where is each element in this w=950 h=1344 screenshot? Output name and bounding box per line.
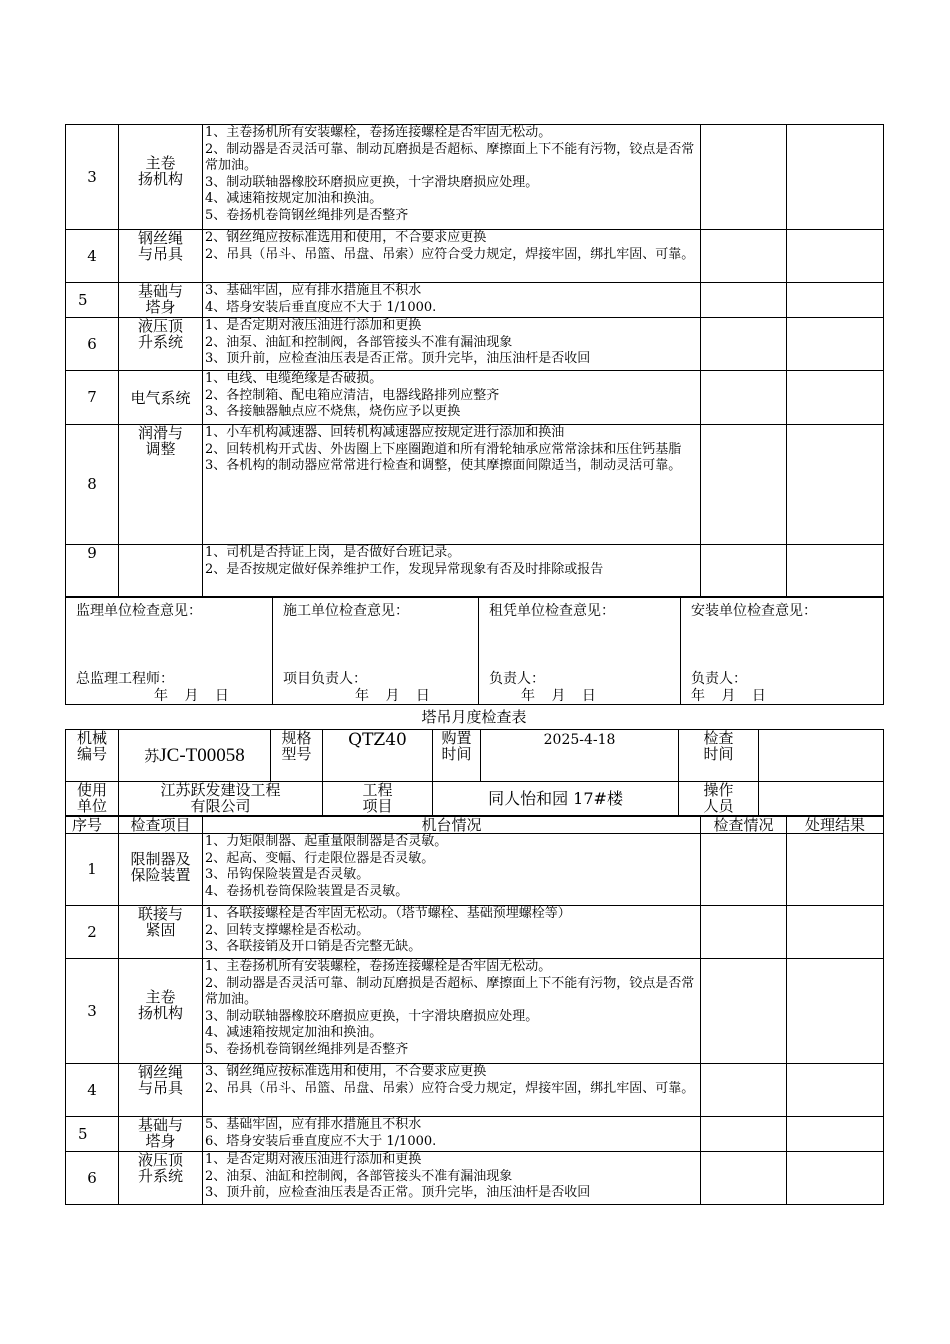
row-number: 8 [66,425,119,545]
unit-label [66,782,119,816]
machine-condition-items [203,959,701,1064]
table-row [66,1064,884,1117]
table-row [66,425,884,545]
check-item-name [119,959,203,1064]
condition-item: 3、各联接销及开口销是否完整无缺。 [205,939,422,954]
handling-result-cell[interactable] [787,283,884,318]
purchase-label [433,730,481,782]
inspection-result-cell[interactable] [701,125,787,230]
condition-item: 1、各联接螺栓是否牢固无松动。（塔节螺栓、基础预埋螺栓等） [205,906,571,921]
handling-result-cell[interactable] [787,906,884,959]
row-number: 3 [66,125,119,230]
inspection-result-cell[interactable] [701,1064,787,1117]
check-item-name [119,1117,203,1152]
operator-label [679,782,759,816]
check-item-name-line: 与吊具 [137,245,183,263]
condition-item: 2、钢丝绳应按标准选用和使用，不合要求应更换 [205,230,487,245]
row-number: 2 [66,906,119,959]
inspection-result-cell[interactable] [701,906,787,959]
column-header-item: 检查项目 [119,817,203,834]
check-item-name-line: 主卷 [145,988,176,1006]
handling-result-cell[interactable] [787,834,884,906]
check-item-name-line: 塔身 [145,298,176,316]
machine-condition-items [203,1152,701,1205]
check-item-name [119,230,203,283]
handling-result-cell[interactable] [787,545,884,597]
check-item-name-line: 钢丝绳 [137,229,183,247]
condition-item: 1、小车机构减速器、回转机构减速器应按规定进行添加和换油 [205,425,565,440]
opinion-cell[interactable] [66,598,273,705]
condition-item: 3、钢丝绳应按标准选用和使用，不合要求应更换 [205,1064,487,1079]
table-row [66,230,884,283]
check-item-name-line: 升系统 [137,333,183,351]
form-title: 塔吊月度检查表 [421,708,527,726]
multiline-label: 江苏跃发建设工程 有限公司 [160,781,281,815]
column-header-condition: 机台情况 [203,817,701,834]
check-item-name [119,545,203,597]
signer-label: 总监理工程师： [76,671,174,687]
operator-value[interactable] [759,782,884,816]
check-item-name-line: 主卷 [145,154,176,172]
check-item-name-line: 联接与 [137,905,183,923]
inspection-result-cell[interactable] [701,230,787,283]
condition-item: 5、卷扬机卷筒钢丝绳排列是否整齐 [205,207,409,223]
check-item-name-line: 限制器及 [130,850,191,868]
row-number: 4 [66,1064,119,1117]
check-item-name [119,1152,203,1205]
check-item-name-line: 紧固 [145,921,176,939]
condition-item: 5、卷扬机卷筒钢丝绳排列是否整齐 [205,1041,409,1057]
check-item-name-line: 基础与 [137,1116,183,1134]
project-value: 同人怡和园 17#楼 [433,782,679,816]
machine-condition-items [203,318,701,371]
signer-label: 负责人： [489,671,545,687]
check-item-name-line: 调整 [145,440,176,458]
spec-value: QTZ40 [323,730,433,782]
date-label: 年 月 日 [355,688,430,704]
condition-item: 1、是否定期对液压油进行添加和更换 [205,1152,422,1167]
handling-result-cell[interactable] [787,230,884,283]
condition-item: 1、电线、电缆绝缘是否破损。 [205,371,383,386]
inspection-result-cell[interactable] [701,834,787,906]
opinion-table [65,597,884,705]
handling-result-cell[interactable] [787,318,884,371]
check-item-name-line: 扬机构 [137,1004,183,1022]
machine-condition-items [203,1117,701,1152]
condition-item: 4、塔身安装后垂直度应不大于 1/1000. [205,299,437,315]
condition-item: 3、制动联轴器橡胶环磨损应更换，十字滑块磨损应处理。 [205,1008,539,1024]
check-item-name-line: 润滑与 [137,424,183,442]
signer-label: 负责人： [691,671,747,687]
check-item-name-line: 液压顶 [137,317,183,335]
opinion-label: 监理单位检查意见： [76,603,202,619]
inspection-result-cell[interactable] [701,283,787,318]
inspect-time-value[interactable] [759,730,884,782]
check-item-name-line: 电气系统 [130,388,191,407]
check-item-name [119,425,203,545]
condition-item: 2、吊具（吊斗、吊篮、吊盘、吊索）应符合受力规定，焊接牢固，绑扎牢固、可靠。 [205,246,695,262]
inspection-result-cell[interactable] [701,371,787,425]
condition-item: 3、制动联轴器橡胶环磨损应更换，十字滑块磨损应处理。 [205,174,539,190]
opinion-label: 施工单位检查意见： [283,603,409,619]
check-item-name-line: 扬机构 [137,170,183,188]
opinion-cell[interactable] [273,598,479,705]
condition-item: 1、主卷扬机所有安装螺栓，卷扬连接螺栓是否牢固无松动。 [205,125,552,140]
handling-result-cell[interactable] [787,1152,884,1205]
condition-item: 2、各控制箱、配电箱应清洁，电器线路排列应整齐 [205,387,500,403]
multiline-label: 操作 人员 [703,781,734,815]
table-row [66,545,884,597]
inspection-result-cell[interactable] [701,1152,787,1205]
machine-condition-items [203,906,701,959]
condition-item: 2、吊具（吊斗、吊篮、吊盘、吊索）应符合受力规定，焊接牢固，绑扎牢固、可靠。 [205,1080,695,1096]
check-item-name [119,906,203,959]
inspect-time-label [679,730,759,782]
check-item-name-line: 基础与 [137,282,183,300]
machine-condition-items [203,125,701,230]
condition-item: 1、是否定期对液压油进行添加和更换 [205,318,422,333]
table-row [66,959,884,1064]
multiline-label: 使用 单位 [76,781,107,815]
column-header-inspection: 检查情况 [701,817,787,834]
check-item-name [119,834,203,906]
condition-item: 3、顶升前，应检查油压表是否正常。顶升完毕，油压油杆是否收回 [205,351,591,366]
check-item-name-line: 升系统 [137,1167,183,1185]
table-row [66,318,884,371]
condition-item: 2、制动器是否灵活可靠、制动瓦磨损是否超标、摩擦面上下不能有污物，铰点是否常常加油。 [205,975,695,1007]
condition-item: 4、卷扬机卷筒保险装置是否灵敏。 [205,883,409,899]
condition-item: 4、减速箱按规定加油和换油。 [205,191,383,206]
table-row [66,283,884,318]
handling-result-cell[interactable] [787,125,884,230]
inspection-result-cell[interactable] [701,959,787,1064]
multiline-label: 规格 型号 [281,729,312,763]
signer-label: 项目负责人： [283,671,367,687]
machine-condition-items [203,425,701,545]
row-number: 3 [66,959,119,1064]
opinion-label: 租凭单位检查意见： [489,603,615,619]
check-item-name [119,125,203,230]
row-number: 1 [66,834,119,906]
row-number: 6 [66,1152,119,1205]
check-item-name [119,318,203,371]
unit-value [119,782,323,816]
multiline-label: 检查 时间 [703,729,734,763]
inspection-result-cell[interactable] [701,1117,787,1152]
condition-item: 1、力矩限制器、起重量限制器是否灵敏。 [205,834,448,849]
opinion-cell[interactable] [479,598,681,705]
table-row [66,371,884,425]
inspection-result-cell[interactable] [701,318,787,371]
table-row [66,906,884,959]
table-row [66,834,884,906]
upper-inspection-table [65,124,884,597]
condition-item: 3、基础牢固，应有排水措施且不积水 [205,283,422,298]
condition-item: 3、各接触器触点应不烧焦，烧伤应予以更换 [205,404,461,419]
row-number: 5 [66,283,119,318]
handling-result-cell[interactable] [787,425,884,545]
multiline-label: 购置 时间 [441,729,472,763]
table-row [66,1152,884,1205]
check-item-name-line: 保险装置 [130,866,191,884]
condition-item: 2、油泵、油缸和控制阀，各部管接头不准有漏油现象 [205,334,513,350]
machine-condition-items [203,545,701,597]
machine-condition-items [203,230,701,283]
project-label [323,782,433,816]
table-row [66,1117,884,1152]
machine-condition-items [203,834,701,906]
check-item-name [119,1064,203,1117]
condition-item: 2、油泵、油缸和控制阀，各部管接头不准有漏油现象 [205,1168,513,1184]
date-label: 年 月 日 [521,688,596,704]
inspection-result-cell[interactable] [701,545,787,597]
multiline-label: 工程 项目 [362,781,393,815]
check-item-name-line: 液压顶 [137,1151,183,1169]
handling-result-cell[interactable] [787,959,884,1064]
check-item-name-line: 与吊具 [137,1079,183,1097]
machine-condition-items [203,371,701,425]
machine-condition-items [203,1064,701,1117]
condition-item: 2、是否按规定做好保养维护工作，发现异常现象有否及时排除或报告 [205,561,604,577]
row-number: 4 [66,230,119,283]
condition-item: 1、主卷扬机所有安装螺栓，卷扬连接螺栓是否牢固无松动。 [205,959,552,974]
check-item-name-line: 塔身 [145,1132,176,1150]
condition-item: 1、司机是否持证上岗，是否做好台班记录。 [205,545,461,560]
handling-result-cell[interactable] [787,371,884,425]
row-number: 6 [66,318,119,371]
row-number: 5 [66,1117,119,1152]
handling-result-cell[interactable] [787,1117,884,1152]
machine-no-label [66,730,119,782]
condition-item: 3、吊钩保险装置是否灵敏。 [205,867,370,882]
condition-item: 2、制动器是否灵活可靠、制动瓦磨损是否超标、摩擦面上下不能有污物，铰点是否常常加油。 [205,141,695,173]
condition-item: 3、各机构的制动器应常常进行检查和调整，使其摩擦面间隙适当，制动灵活可靠。 [205,458,682,473]
spec-label [271,730,323,782]
opinion-label: 安装单位检查意见： [691,603,817,619]
purchase-value: 2025-4-18 [481,730,679,782]
multiline-label: 机械 编号 [76,729,107,763]
condition-item: 4、减速箱按规定加油和换油。 [205,1025,383,1040]
lower-inspection-table [65,816,884,1205]
table-row [66,125,884,230]
check-item-name [119,371,203,425]
date-label: 年 月 日 [691,688,766,704]
date-label: 年 月 日 [154,688,229,704]
handling-result-cell[interactable] [787,1064,884,1117]
column-header-result: 处理结果 [787,817,884,834]
row-number: 7 [66,371,119,425]
column-header-no: 序号 [66,817,119,834]
check-item-name-line: 钢丝绳 [137,1063,183,1081]
inspection-result-cell[interactable] [701,425,787,545]
machine-no-value: 苏JC-T00058 [119,730,271,782]
row-number: 9 [66,545,119,597]
opinion-cell[interactable] [681,598,884,705]
condition-item: 2、起高、变幅、行走限位器是否灵敏。 [205,850,435,866]
machine-info-table [65,729,884,816]
condition-item: 2、回转机构开式齿、外齿圈上下座圈跑道和所有滑轮轴承应常常涂抹和压住钙基脂 [205,441,682,457]
check-item-name [119,283,203,318]
document-page [65,124,883,1205]
condition-item: 3、顶升前，应检查油压表是否正常。顶升完毕，油压油杆是否收回 [205,1185,591,1200]
condition-item: 6、塔身安装后垂直度应不大于 1/1000. [205,1133,437,1149]
condition-item: 5、基础牢固，应有排水措施且不积水 [205,1117,422,1132]
condition-item: 2、回转支撑螺栓是否松动。 [205,922,370,938]
machine-condition-items [203,283,701,318]
